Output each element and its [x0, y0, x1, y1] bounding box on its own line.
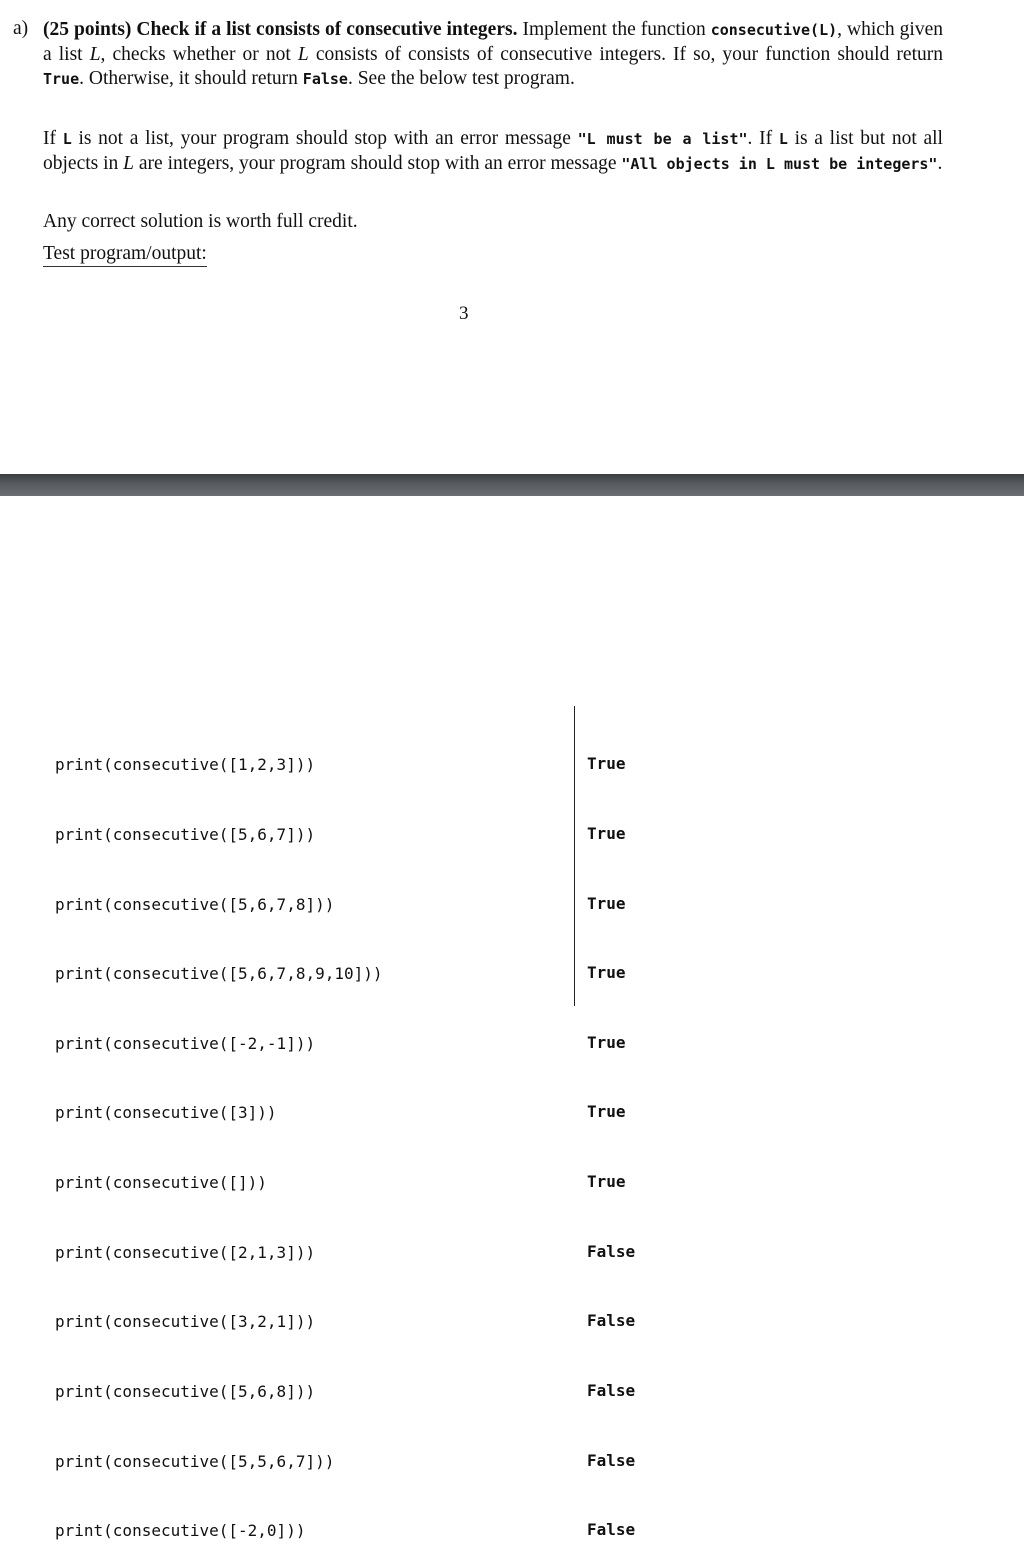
test-program-code: [55, 707, 383, 1566]
output-line: True: [587, 1172, 626, 1192]
code-L: L: [778, 130, 788, 148]
text-fragment: .: [937, 152, 943, 174]
credit-note: Any correct solution is worth full credit.: [43, 211, 358, 232]
code-line: print(consecutive([5,6,7,8,9,10])): [55, 964, 383, 984]
error-requirements: [43, 127, 943, 176]
output-line: False: [587, 1380, 636, 1400]
var-L: L: [123, 152, 135, 174]
text-fragment: If: [43, 128, 63, 149]
output-line: False: [587, 1520, 636, 1540]
output-line: False: [587, 1311, 636, 1331]
text-fragment: . Otherwise, it should return: [79, 68, 303, 89]
output-line: False: [587, 1450, 636, 1470]
code-line: print(consecutive([-2,-1])): [55, 1033, 316, 1053]
code-line: print(consecutive([3])): [55, 1103, 277, 1123]
code-line: print(consecutive([5,6,7])): [55, 825, 316, 845]
output-line: True: [587, 1032, 626, 1052]
page-number: 3: [459, 303, 469, 324]
output-line: False: [587, 1241, 636, 1261]
problem-description: [43, 18, 943, 92]
output-line: True: [587, 754, 626, 774]
code-L: L: [62, 130, 72, 148]
code-line: print(consecutive([3,2,1])): [55, 1312, 316, 1332]
text-fragment: . See the below test program.: [347, 68, 575, 89]
document-page-top: [0, 0, 1024, 474]
column-separator: [574, 706, 575, 1006]
code-line: print(consecutive([-2,0])): [55, 1521, 306, 1541]
code-line: print(consecutive([1,2,3])): [55, 755, 316, 775]
code-line: print(consecutive([5,6,7,8])): [55, 894, 335, 914]
text-fragment: are integers, your program should stop with an error message: [134, 152, 622, 174]
test-program-output: [587, 706, 635, 1565]
text-fragment: is not a list, your program should stop with an error message: [71, 128, 578, 149]
text-fragment: , which given a list: [43, 19, 943, 65]
output-line: True: [587, 824, 626, 844]
error-message-list: "L must be a list": [577, 130, 748, 148]
problem-label: a): [13, 18, 29, 39]
output-line: True: [587, 893, 626, 913]
code-line: print(consecutive([2,1,3])): [55, 1242, 316, 1262]
var-L: L: [297, 43, 309, 65]
text-fragment: consists of consists of consecutive integers. If so, your function should return: [308, 43, 943, 65]
text-fragment: is a list but not all objects in: [43, 128, 943, 174]
function-name: consecutive(L): [710, 21, 838, 39]
problem-heading: (25 points) Check if a list consists of consecutive integers.: [43, 19, 518, 40]
code-false: False: [302, 70, 348, 88]
output-line: True: [587, 963, 626, 983]
code-line: print(consecutive([])): [55, 1173, 267, 1193]
text-fragment: Implement the function: [517, 19, 711, 40]
error-message-integers: "All objects in L must be integers": [621, 154, 938, 173]
output-line: True: [587, 1102, 626, 1122]
test-program-label: Test program/output:: [43, 242, 207, 267]
code-line: print(consecutive([5,5,6,7])): [55, 1451, 335, 1471]
code-true: True: [43, 70, 80, 88]
text-fragment: . If: [747, 128, 779, 149]
text-fragment: , checks whether or not: [100, 43, 298, 65]
code-line: print(consecutive([5,6,8])): [55, 1381, 316, 1401]
var-L: L: [89, 43, 101, 65]
page-divider: [0, 474, 1024, 496]
